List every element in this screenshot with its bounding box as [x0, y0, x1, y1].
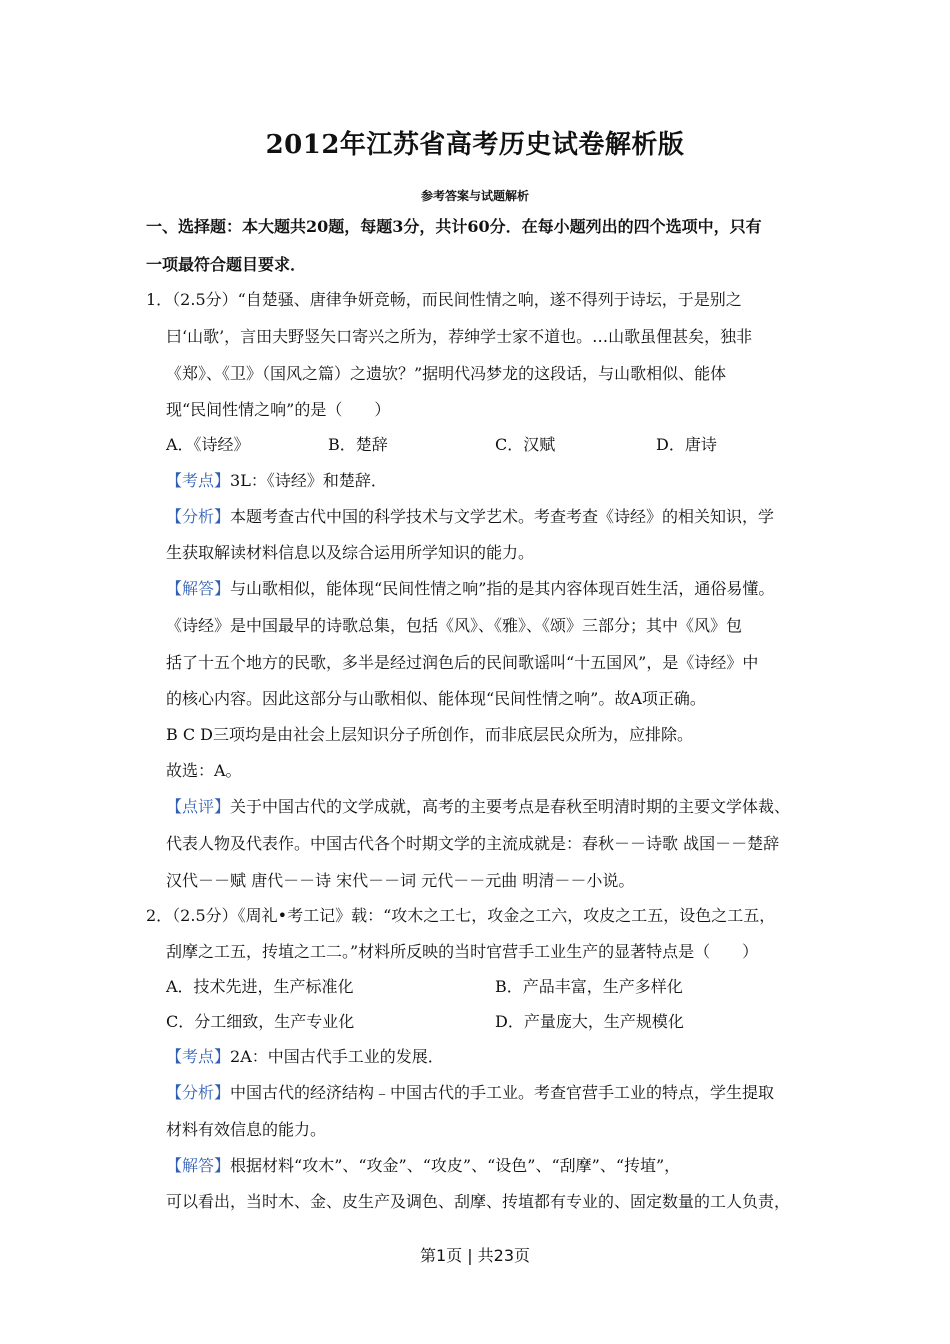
kaodian-text: 2A：中国古代手工业的发展． [230, 1047, 444, 1066]
kaodian-text: 3L：《诗经》和楚辞． [230, 471, 387, 490]
fenxi-text: 本题考查古代中国的科学技术与文学艺术。考查考查《诗经》的相关知识，学 [230, 507, 775, 526]
q1-dianping-line: 代表人物及代表作。中国古代各个时期文学的主流成就是：春秋－－诗歌 战国－－楚辞 [166, 834, 780, 853]
section-heading-line1: 一、选择题：本大题共20题，每题3分，共计60分．在每小题列出的四个选项中，只有 [146, 217, 762, 236]
q2-stem-line: 2．（2.5分）《周礼•考工记》载：“攻木之工七，攻金之工六，攻皮之工五，设色之工五， [146, 906, 776, 925]
kaodian-tag: 【考点】 [166, 1047, 231, 1066]
q2-fenxi [166, 1083, 774, 1103]
q1-jieda [166, 579, 774, 599]
q1-fenxi [166, 507, 774, 527]
q2-fenxi-line: 材料有效信息的能力。 [166, 1120, 327, 1139]
q2-option-a: A．技术先进，生产标准化 [166, 977, 354, 996]
q1-option-c: C．汉赋 [495, 435, 556, 454]
q2-option-c: C．分工细致，生产专业化 [166, 1012, 355, 1031]
q1-option-d: D．唐诗 [656, 435, 717, 454]
q1-stem-line: 现“民间性情之响”的是（ ） [166, 400, 391, 419]
q1-fenxi-line: 生获取解读材料信息以及综合运用所学知识的能力。 [166, 543, 535, 562]
fenxi-text: 中国古代的经济结构﹣中国古代的手工业。考查官营手工业的特点，学生提取 [230, 1083, 775, 1102]
q1-jieda-line: 括了十五个地方的民歌，多半是经过润色后的民间歌谣叫“十五国风”，是《诗经》中 [166, 653, 759, 672]
q1-dianping-line: 汉代－－赋 唐代－－诗 宋代－－词 元代－－元曲 明清－－小说。 [166, 871, 635, 890]
fenxi-tag: 【分析】 [166, 507, 231, 526]
q1-option-a: A．《诗经》 [166, 435, 250, 454]
q1-jieda-line: B C D三项均是由社会上层知识分子所创作，而非底层民众所为，应排除。 [166, 725, 694, 744]
q1-dianping [166, 797, 790, 817]
fenxi-tag: 【分析】 [166, 1083, 231, 1102]
q2-kaodian [166, 1047, 444, 1067]
page-subtitle: 参考答案与试题解析 [420, 189, 529, 203]
q1-kaodian [166, 471, 387, 491]
jieda-tag: 【解答】 [166, 579, 231, 598]
jieda-text: 根据材料“攻木”、“攻金”、“攻皮”、“设色”、“刮摩”、“抟埴”， [230, 1156, 681, 1175]
jieda-text: 与山歌相似，能体现“民间性情之响”指的是其内容体现百姓生活，通俗易懂。 [230, 579, 775, 598]
q1-stem-line: 《郑》、《卫》（国风之篇）之遗欤？”据明代冯梦龙的这段话，与山歌相似、能体 [166, 364, 727, 383]
page-title: 2012年江苏省高考历史试卷解析版 [265, 130, 685, 160]
q2-jieda [166, 1156, 680, 1176]
q1-jieda-line: 的核心内容。因此这部分与山歌相似、能体现“民间性情之响”。故A项正确。 [166, 689, 706, 708]
q2-option-b: B．产品丰富，生产多样化 [495, 977, 683, 996]
q1-option-b: B．楚辞 [328, 435, 388, 454]
kaodian-tag: 【考点】 [166, 471, 231, 490]
section-heading-line2: 一项最符合题目要求． [146, 255, 307, 274]
q2-option-d: D．产量庞大，生产规模化 [495, 1012, 684, 1031]
q1-stem-line: 曰‘山歌’，言田夫野竖矢口寄兴之所为，荐绅学士家不道也。…山歌虽俚甚矣，独非 [166, 327, 753, 346]
q2-stem-line: 刮摩之工五，抟埴之工二。”材料所反映的当时官营手工业生产的显著特点是（ ） [166, 942, 759, 961]
q1-stem-line: 1．（2.5分）“自楚骚、唐律争妍竞畅，而民间性情之响，遂不得列于诗坛，于是别之 [146, 290, 742, 309]
q1-jieda-line: 故选：A。 [166, 761, 242, 780]
dianping-text: 关于中国古代的文学成就，高考的主要考点是春秋至明清时期的主要文学体裁、 [230, 797, 791, 816]
dianping-tag: 【点评】 [166, 797, 231, 816]
page-footer: 第1页 | 共23页 [419, 1246, 531, 1265]
q1-jieda-line: 《诗经》是中国最早的诗歌总集，包括《风》、《雅》、《颂》三部分；其中《风》包 [166, 616, 743, 635]
jieda-tag: 【解答】 [166, 1156, 231, 1175]
q2-jieda-line: 可以看出，当时木、金、皮生产及调色、刮摩、抟埴都有专业的、固定数量的工人负责， [166, 1192, 791, 1211]
